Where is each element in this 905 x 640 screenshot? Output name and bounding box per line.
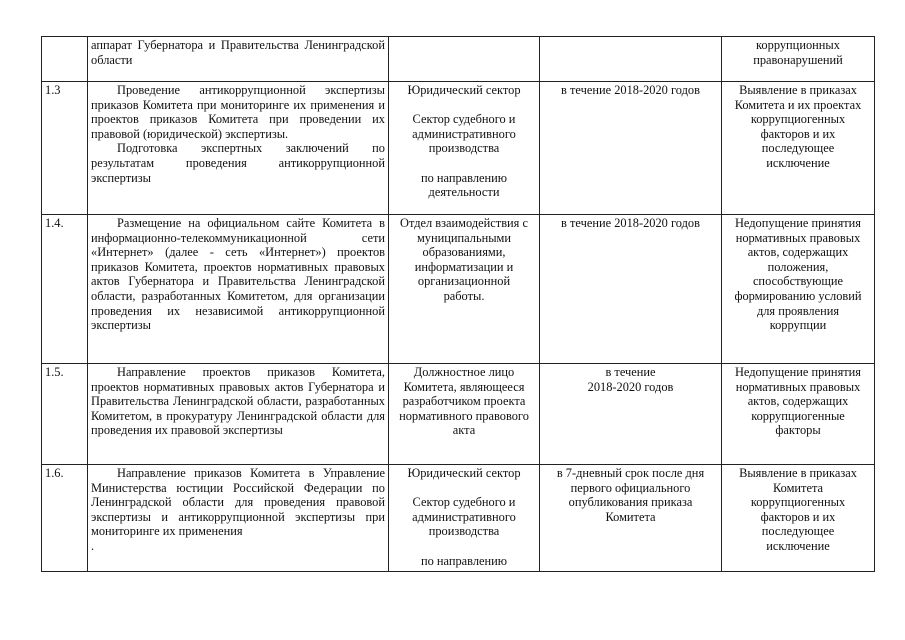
- responsible-line: Юридический сектор: [407, 466, 521, 480]
- responsible-line: информатизации и: [414, 259, 514, 274]
- term-line: в 7-дневный срок после дня: [556, 466, 705, 480]
- responsible-line: акта: [452, 423, 476, 438]
- responsible-cell: [389, 82, 540, 215]
- measure-description: [88, 215, 389, 364]
- result-line: Выявление в приказах: [739, 466, 857, 480]
- responsible-line: Комитета, являющееся: [403, 379, 525, 394]
- result-line: правонарушений: [753, 52, 843, 67]
- measures-table: [41, 36, 875, 572]
- row-number: [42, 37, 88, 82]
- result-line: коррупциогенных: [750, 495, 846, 510]
- result-line: коррупционных: [756, 38, 840, 52]
- term-line: в течение 2018-2020 годов: [561, 83, 700, 97]
- responsible-line: работы.: [443, 288, 485, 303]
- result-line: нормативных правовых: [735, 379, 861, 394]
- term-line: в течение: [605, 365, 656, 379]
- table-row: [42, 465, 875, 572]
- term-cell: [540, 37, 722, 82]
- responsible-line: административного: [412, 509, 516, 524]
- result-line: нормативных правовых: [735, 230, 861, 245]
- term-line: опубликования приказа: [568, 495, 693, 510]
- measure-description: [88, 82, 389, 215]
- responsible-line: по направлению: [420, 553, 508, 568]
- table-row: [42, 215, 875, 364]
- result-cell: [722, 82, 875, 215]
- term-line: Комитета: [605, 509, 656, 524]
- term-line: в течение 2018-2020 годов: [561, 216, 700, 230]
- result-line: факторы: [775, 423, 821, 438]
- term-cell: [540, 364, 722, 465]
- responsible-line: производства: [428, 141, 500, 156]
- term-line: первого официального: [570, 480, 691, 495]
- spacer: [392, 156, 536, 171]
- term-cell: [540, 465, 722, 572]
- result-line: коррупциогенных: [750, 112, 846, 127]
- responsible-line: производства: [428, 524, 500, 539]
- measure-description: [88, 37, 389, 82]
- result-cell: [722, 37, 875, 82]
- row-number: 1.5.: [42, 364, 88, 465]
- result-cell: [722, 364, 875, 465]
- description-paragraph: аппарат Губернатора и Правительства Ленинградской области: [91, 38, 385, 67]
- result-line: актов, содержащих: [747, 394, 849, 409]
- row-number: 1.3: [42, 82, 88, 215]
- responsible-line: административного: [412, 126, 516, 141]
- result-line: последующее: [761, 141, 835, 156]
- description-paragraph: Подготовка экспертных заключений по результатам проведения антикоррупционной экспертизы: [91, 141, 385, 185]
- responsible-line: Сектор судебного и: [412, 495, 516, 510]
- result-line: факторов и их: [760, 509, 836, 524]
- result-line: способствующие: [752, 274, 844, 289]
- term-cell: [540, 82, 722, 215]
- stray-mark: .: [91, 538, 95, 553]
- result-line: для проявления: [756, 303, 840, 318]
- spacer: [392, 98, 536, 113]
- term-line: 2018-2020 годов: [587, 379, 674, 394]
- responsible-line: Сектор судебного и: [412, 112, 516, 127]
- description-paragraph: Проведение антикоррупционной экспертизы приказов Комитета при мониторинге их применения и проектов приказов Комитета при проведении их правовой (юридической) экспертизы.: [91, 83, 385, 141]
- result-cell: [722, 465, 875, 572]
- spacer: [392, 481, 536, 496]
- responsible-line: муниципальными: [416, 230, 512, 245]
- table-row: [42, 364, 875, 465]
- result-line: Выявление в приказах: [739, 83, 857, 97]
- result-line: Комитета и их проектах: [734, 97, 862, 112]
- description-paragraph: Размещение на официальном сайте Комитета в информационно-телекоммуникационной сети «Интернет» (далее - сеть «Интернет») проектов приказов Комитета, проектов нормативных правовых актов Губернатора и Правительства Ленинградской области, разработанных Комитетом, для организации проведения их независимой антикоррупционной экспертизы: [91, 216, 385, 333]
- responsible-line: разработчиком проекта: [402, 394, 526, 409]
- spacer: [392, 539, 536, 554]
- responsible-line: Должностное лицо: [413, 365, 515, 379]
- result-line: формированию условий: [734, 288, 862, 303]
- result-line: коррупциогенные: [751, 408, 845, 423]
- responsible-cell: [389, 215, 540, 364]
- term-cell: [540, 215, 722, 364]
- responsible-line: деятельности: [428, 185, 500, 200]
- row-number: 1.6.: [42, 465, 88, 572]
- result-line: Недопущение принятия: [734, 216, 862, 230]
- description-paragraph: Направление проектов приказов Комитета, проектов нормативных правовых актов Губернатора и Правительства Ленинградской области, разработанных Комитетом, в прокуратуру Ленинградской области для проведения их правовой экспертизы: [91, 365, 385, 438]
- result-line: исключение: [766, 538, 830, 553]
- result-line: коррупции: [769, 318, 827, 333]
- result-line: исключение: [766, 155, 830, 170]
- responsible-cell: [389, 465, 540, 572]
- responsible-line: образованиями,: [422, 245, 506, 260]
- responsible-cell: [389, 364, 540, 465]
- row-number: 1.4.: [42, 215, 88, 364]
- responsible-line: нормативного правового: [399, 408, 529, 423]
- result-line: актов, содержащих: [747, 245, 849, 260]
- table-row: [42, 37, 875, 82]
- table-row: [42, 82, 875, 215]
- result-line: факторов и их: [760, 126, 836, 141]
- responsible-cell: [389, 37, 540, 82]
- responsible-line: по направлению: [420, 170, 508, 185]
- responsible-line: Отдел взаимодействия с: [400, 216, 528, 230]
- measure-description: [88, 364, 389, 465]
- responsible-line: организационной: [417, 274, 511, 289]
- result-line: Недопущение принятия: [734, 365, 862, 379]
- measure-description: [88, 465, 389, 572]
- result-cell: [722, 215, 875, 364]
- result-line: Комитета: [772, 480, 824, 495]
- responsible-line: Юридический сектор: [407, 83, 521, 97]
- description-paragraph: Направление приказов Комитета в Управление Министерства юстиции Российской Федерации по Ленинградской области для проведения правовой экспертизы и антикоррупционной экспертизы при мониторинге их применения: [91, 466, 385, 539]
- result-line: последующее: [761, 524, 835, 539]
- result-line: положения,: [767, 259, 829, 274]
